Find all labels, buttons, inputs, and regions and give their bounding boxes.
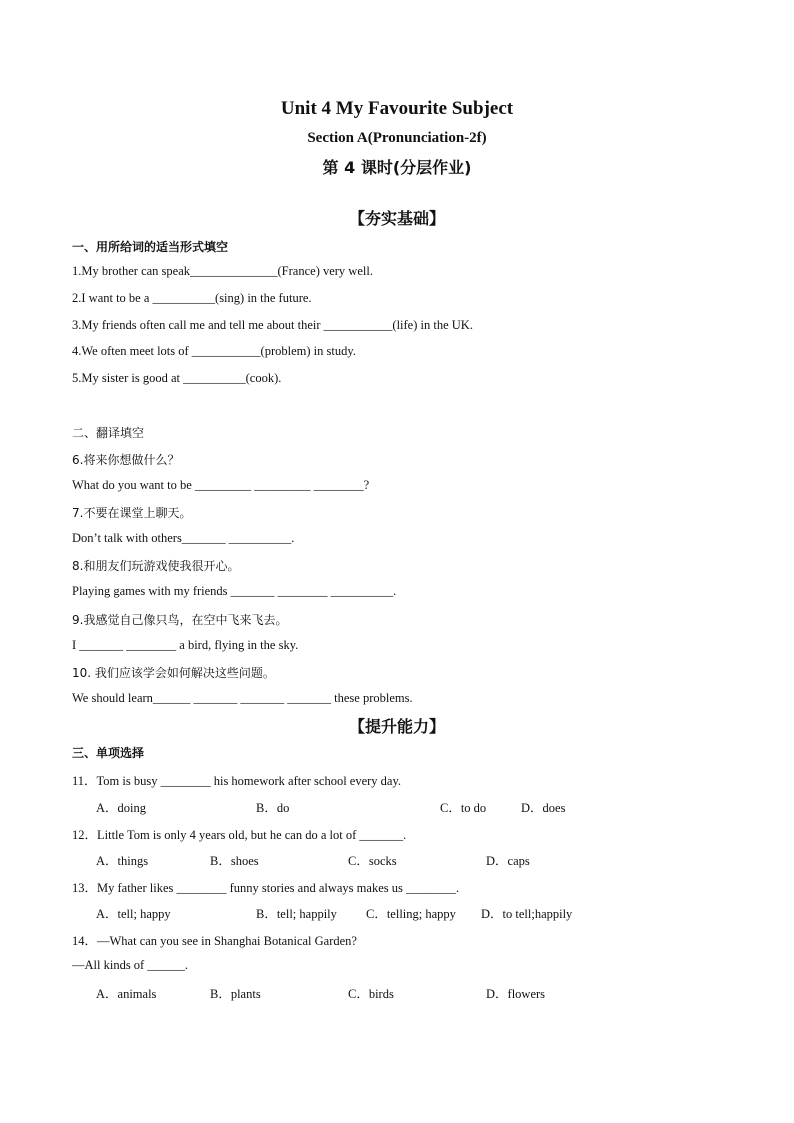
q14-option-b: B．plants <box>210 987 261 1001</box>
q13-option-a: A．tell; happy <box>96 907 171 921</box>
translate-cn-9: 9.我感觉自己像只鸟，在空中飞来飞去。 <box>72 613 288 627</box>
banner-basic: 【夯实基础】 <box>348 209 445 228</box>
section1-heading: 一、用所给词的适当形式填空 <box>72 240 229 254</box>
q11-option-a: A．doing <box>96 801 147 815</box>
translate-cn-7: 7.不要在课堂上聊天。 <box>72 506 192 520</box>
question-14-stem: 14．—What can you see in Shanghai Botanical Garden? <box>72 934 357 948</box>
fill-item-5: 5.My sister is good at __________(cook). <box>72 371 282 385</box>
section3-heading: 三、单项选择 <box>72 746 145 760</box>
translate-en-9: I _______ ________ a bird, flying in the sky. <box>72 638 299 652</box>
translate-cn-10: 10. 我们应该学会如何解决这些问题。 <box>72 666 275 680</box>
fill-item-4: 4.We often meet lots of ___________(problem) in study. <box>72 344 356 358</box>
q12-option-d: D．caps <box>486 854 530 868</box>
translate-en-7: Don’t talk with others_______ __________. <box>72 531 295 545</box>
translate-en-8: Playing games with my friends _______ ________ __________. <box>72 584 397 598</box>
q12-option-c: C．socks <box>348 854 397 868</box>
fill-item-3: 3.My friends often call me and tell me about their ___________(life) in the UK. <box>72 318 473 332</box>
page-title: Unit 4 My Favourite Subject <box>280 98 514 119</box>
translate-cn-8: 8.和朋友们玩游戏使我很开心。 <box>72 559 240 573</box>
translate-en-6: What do you want to be _________ _________ ________? <box>72 478 370 492</box>
section-subtitle: Section A(Pronunciation-2f) <box>307 130 487 146</box>
lesson-subtitle: 第 4 课时(分层作业) <box>322 158 472 177</box>
question-12-stem: 12．Little Tom is only 4 years old, but he can do a lot of _______. <box>72 828 407 842</box>
q14-option-a: A．animals <box>96 987 157 1001</box>
banner-advanced: 【提升能力】 <box>348 717 445 736</box>
q14-option-d: D．flowers <box>486 987 546 1001</box>
q14-option-c: C．birds <box>348 987 394 1001</box>
q12-option-b: B．shoes <box>210 854 259 868</box>
fill-item-1: 1.My brother can speak______________(France) very well. <box>72 264 373 278</box>
q11-option-d: D．does <box>521 801 566 815</box>
q11-option-b: B．do <box>256 801 290 815</box>
translate-cn-6: 6.将来你想做什么？ <box>72 453 180 467</box>
q12-option-a: A．things <box>96 854 149 868</box>
question-11-stem: 11．Tom is busy ________ his homework after school every day. <box>72 774 402 788</box>
fill-item-2: 2.I want to be a __________(sing) in the future. <box>72 291 312 305</box>
q13-option-b: B．tell; happily <box>256 907 337 921</box>
q13-option-d: D．to tell;happily <box>481 907 573 921</box>
q11-option-c: C．to do <box>440 801 487 815</box>
question-14-answer-line: —All kinds of ______. <box>72 958 188 972</box>
question-13-stem: 13．My father likes ________ funny stories and always makes us ________. <box>72 881 460 895</box>
section2-heading: 二、翻译填空 <box>72 426 145 440</box>
q13-option-c: C．telling; happy <box>366 907 456 921</box>
translate-en-10: We should learn______ _______ _______ _______ these problems. <box>72 691 413 705</box>
